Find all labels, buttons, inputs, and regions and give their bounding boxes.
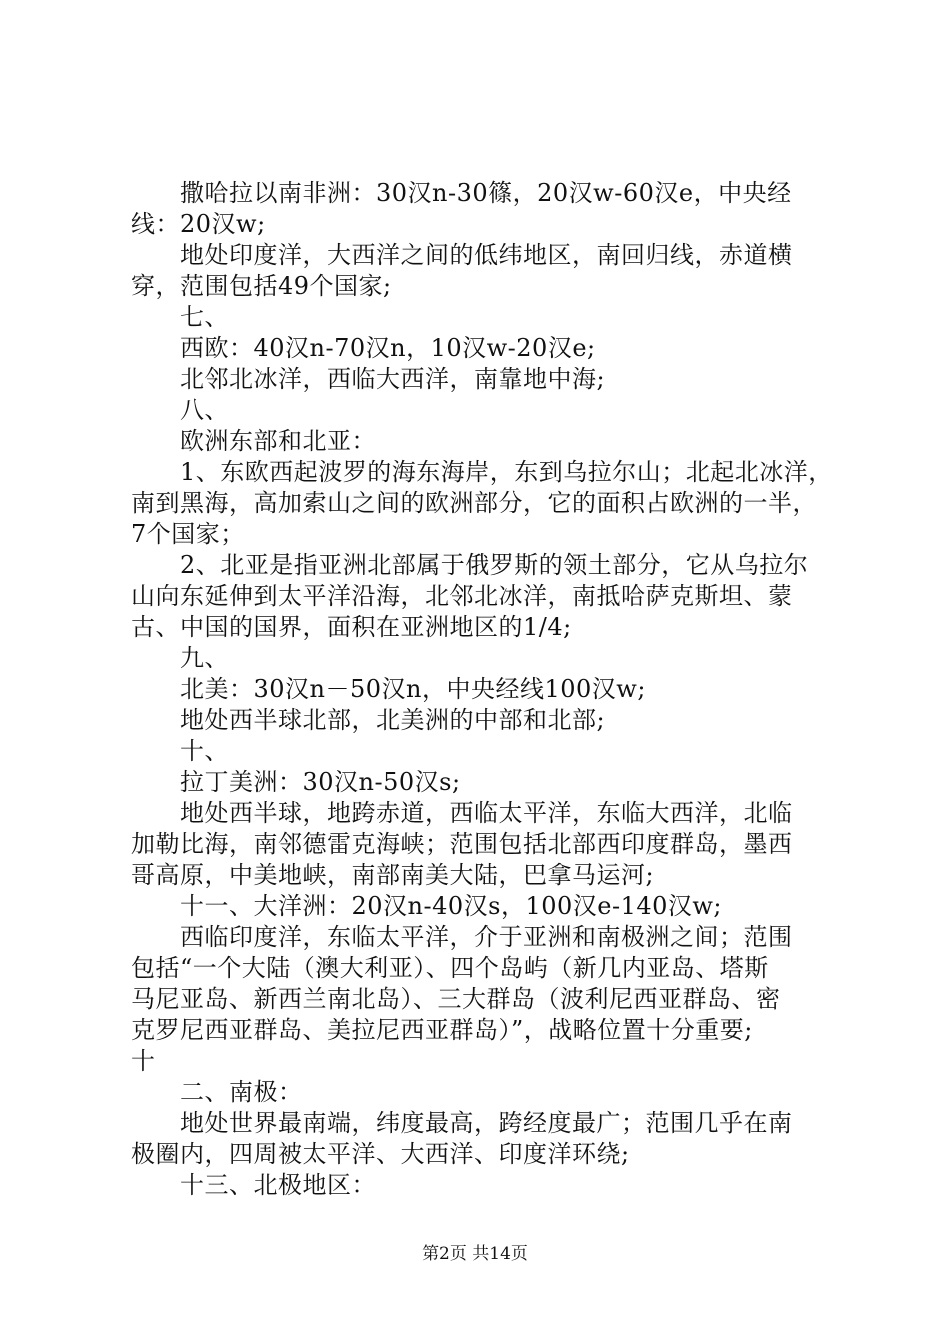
text-line: 哥高原，中美地峡，南部南美大陆，巴拿马运河; — [131, 861, 655, 889]
text-line: 十 — [131, 1047, 156, 1075]
text-line: 马尼亚岛、新西兰南北岛）、三大群岛（波利尼西亚群岛、密 — [131, 985, 781, 1013]
text-line: 克罗尼西亚群岛、美拉尼西亚群岛）”，战略位置十分重要; — [131, 1016, 753, 1044]
text-line: 撒哈拉以南非洲：30汉n-30篠，20汉w-60汉e，中央经 — [180, 179, 792, 207]
page-number: 第2页 共14页 — [422, 1244, 528, 1264]
section-heading: 七、 — [180, 303, 229, 331]
text-line: 穿，范围包括49个国家; — [131, 272, 392, 300]
text-line: 地处西半球，地跨赤道，西临太平洋，东临大西洋，北临 — [180, 799, 793, 827]
text-line: 2、北亚是指亚洲北部属于俄罗斯的领土部分，它从乌拉尔 — [180, 551, 809, 579]
text-line: 线：20汉w; — [131, 210, 266, 238]
text-line: 西临印度洋，东临太平洋，介于亚洲和南极洲之间；范围 — [180, 923, 793, 951]
text-line: 地处世界最南端，纬度最高，跨经度最广；范围几乎在南 — [180, 1109, 793, 1137]
section-heading: 八、 — [180, 396, 229, 424]
text-line: 极圈内，四周被太平洋、大西洋、印度洋环绕; — [131, 1140, 630, 1168]
section-heading: 十、 — [180, 737, 229, 765]
section-heading: 二、南极： — [180, 1078, 303, 1106]
text-line: 地处西半球北部，北美洲的中部和北部; — [180, 706, 606, 734]
text-line: 山向东延伸到太平洋沿海，北邻北冰洋，南抵哈萨克斯坦、蒙 — [131, 582, 793, 610]
text-line: 欧洲东部和北亚： — [180, 427, 376, 455]
section-heading: 九、 — [180, 644, 229, 672]
text-line: 南到黑海，高加索山之间的欧洲部分，它的面积占欧洲的一半， — [131, 489, 817, 517]
text-line: 北邻北冰洋，西临大西洋，南靠地中海; — [180, 365, 606, 393]
text-line: 1、东欧西起波罗的海东海岸，东到乌拉尔山；北起北冰洋， — [180, 458, 833, 486]
section-heading: 十三、北极地区： — [180, 1171, 376, 1199]
text-line: 拉丁美洲：30汉n-50汉s; — [180, 768, 461, 796]
text-line: 十一、大洋洲：20汉n-40汉s，100汉e-140汉w; — [180, 892, 723, 920]
text-line: 7个国家； — [131, 520, 245, 548]
text-line: 加勒比海，南邻德雷克海峡；范围包括北部西印度群岛，墨西 — [131, 830, 793, 858]
text-line: 西欧：40汉n-70汉n，10汉w-20汉e; — [180, 334, 596, 362]
text-line: 古、中国的国界，面积在亚洲地区的1/4; — [131, 613, 572, 641]
text-line: 包括“一个大陆（澳大利亚）、四个岛屿（新几内亚岛、塔斯 — [131, 954, 769, 982]
text-line: 地处印度洋，大西洋之间的低纬地区，南回归线，赤道横 — [180, 241, 793, 269]
text-line: 北美：30汉n－50汉n，中央经线100汉w; — [180, 675, 646, 703]
